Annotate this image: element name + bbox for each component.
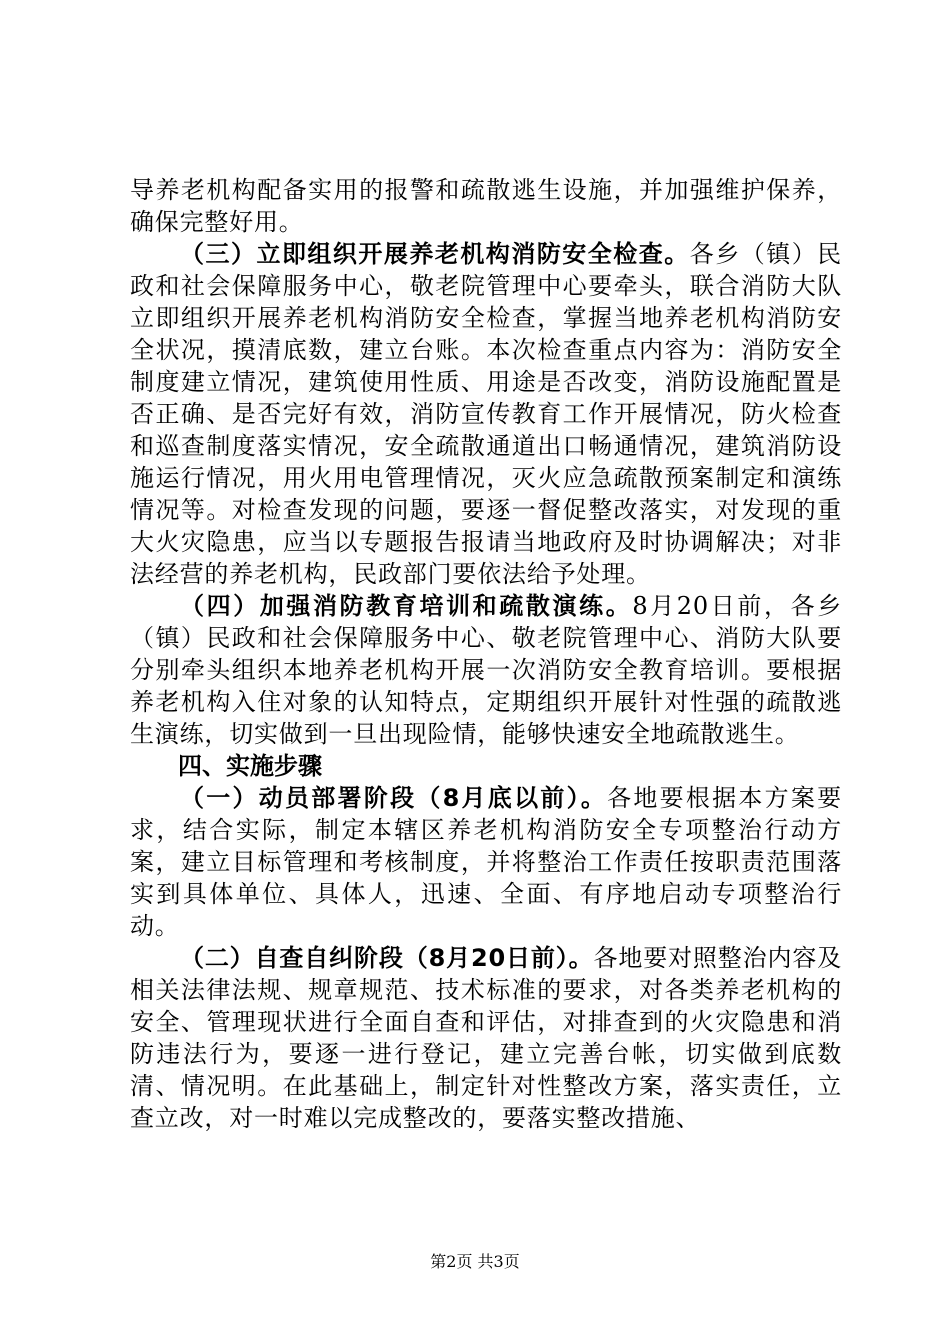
paragraph-heading: （二）自查自纠阶段（8月20日前）。 [180,944,594,972]
paragraph-fire-inspection [130,238,842,590]
paragraph-text: 各乡（镇）民政和社会保障服务中心，敬老院管理中心要牵头，联合消防大队立即组织开展养老机构消防安全检查，掌握当地养老机构消防安全状况，摸清底数，建立台账。本次检查重点内容为：消防安全制度建立情况，建筑使用性质、用途是否改变，消防设施配置是否正确、是否完好有效，消防宣传教育工作开展情况，防火检查和巡查制度落实情况，安全疏散通道出口畅通情况，建筑消防设施运行情况，用火用电管理情况，灭火应急疏散预案制定和演练情况等。对检查发现的问题，要逐一督促整改落实，对发现的重大火灾隐患，应当以专题报告报请当地政府及时协调解决；对非法经营的养老机构，民政部门要依法给予处理。 [130,240,842,588]
paragraph-mobilization-stage [130,782,842,942]
paragraph-text: 各地要根据本方案要求，结合实际，制定本辖区养老机构消防安全专项整治行动方案，建立目标管理和考核制度，并将整治工作责任按职责范围落实到具体单位、具体人，迅速、全面、有序地启动专项整治行动。 [130,784,842,940]
paragraph-text: 8月20日前，各乡（镇）民政和社会保障服务中心、敬老院管理中心、消防大队要分别牵头组织本地养老机构开展一次消防安全教育培训。要根据养老机构入住对象的认知特点，定期组织开展针对性强的疏散逃生演练，切实做到一旦出现险情，能够快速安全地疏散逃生。 [130,592,842,748]
paragraph-education-training [130,590,842,750]
paragraph-self-inspection-stage [130,942,842,1134]
document-body [130,174,842,1134]
paragraph-heading: （四）加强消防教育培训和疏散演练。 [180,592,633,620]
paragraph-text: 各地要对照整治内容及相关法律法规、规章规范、技术标准的要求，对各类养老机构的安全、管理现状进行全面自查和评估，对排查到的火灾隐患和消防违法行为，要逐一进行登记，建立完善台帐，切实做到底数清、情况明。在此基础上，制定针对性整改方案，落实责任，立查立改，对一时难以完成整改的，要落实整改措施、 [130,944,843,1132]
paragraph-continuation [130,174,842,238]
section-title: 四、实施步骤 [178,752,322,780]
paragraph-heading: （三）立即组织开展养老机构消防安全检查。 [180,240,690,268]
paragraph-text: 导养老机构配备实用的报警和疏散逃生设施，并加强维护保养，确保完整好用。 [130,176,842,236]
page-number-footer: 第2页 共3页 [430,1252,520,1271]
paragraph-heading: （一）动员部署阶段（8月底以前）。 [180,784,608,812]
